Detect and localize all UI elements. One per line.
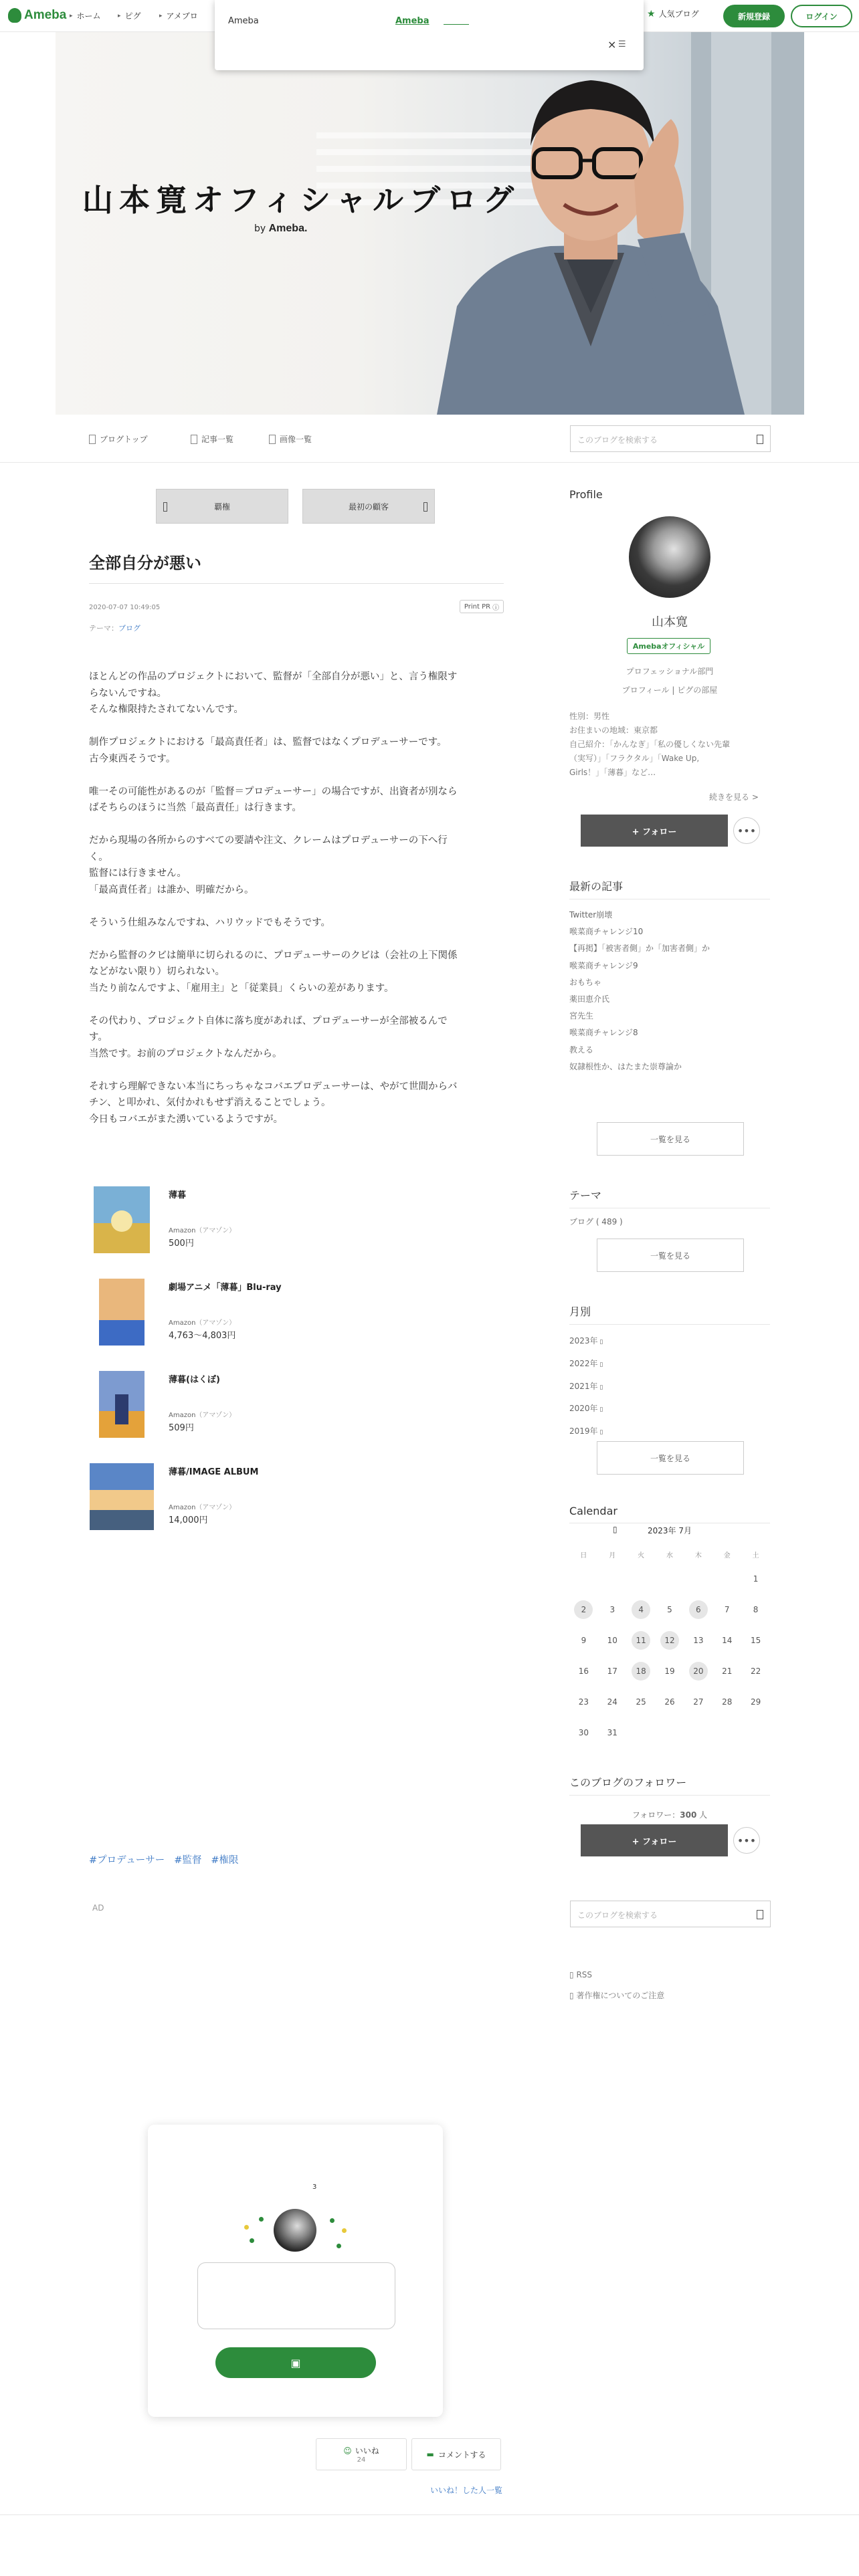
- calendar-cell: [569, 1570, 598, 1588]
- more-options-button-2[interactable]: •••: [733, 1827, 760, 1854]
- article-line: らないんですね。: [89, 687, 167, 699]
- calendar-day: [689, 1570, 708, 1588]
- login-button[interactable]: ログイン: [791, 5, 852, 27]
- calendar-cell: [598, 1631, 627, 1650]
- like-count: 24: [357, 2456, 366, 2464]
- page-icon: [89, 435, 96, 444]
- calendar-cell: [684, 1723, 712, 1742]
- calendar-day: [632, 1723, 650, 1742]
- calendar-day: 7: [724, 1605, 730, 1614]
- popular-blogs-link[interactable]: ★ 人気ブログ: [647, 8, 699, 19]
- recent-item[interactable]: 教える: [569, 1045, 594, 1055]
- blog-by-ameba: by Ameba.: [254, 223, 308, 234]
- article-line: チン、と叩かれ、気付かれもせず消えることでしょう。: [89, 1097, 331, 1108]
- article-line: 唯一その可能性があるのが「監督＝プロデューサー」の場合ですが、出資者が別なら: [89, 786, 458, 797]
- theme-list-more-button[interactable]: 一覧を見る: [597, 1239, 744, 1272]
- gift-icon: ▣: [290, 2356, 301, 2369]
- sidebar-search-input[interactable]: このブログを検索する: [570, 1901, 771, 1927]
- calendar-day: 23: [578, 1697, 589, 1707]
- calendar-day: [574, 1570, 593, 1588]
- sparkle-icon: [342, 2228, 347, 2233]
- menu-icon[interactable]: ☰: [618, 39, 626, 49]
- blog-header-image[interactable]: [56, 32, 804, 415]
- comment-icon: ▬: [426, 2450, 434, 2459]
- calendar-cell: [598, 1693, 627, 1711]
- register-button[interactable]: 新規登録: [723, 5, 785, 27]
- calendar-cell: [741, 1662, 770, 1681]
- calendar-day: 16: [578, 1667, 589, 1676]
- calendar-day: [689, 1723, 708, 1742]
- product-card[interactable]: [94, 1279, 495, 1352]
- calendar-day[interactable]: 4: [632, 1600, 650, 1619]
- product-shop: Amazon（アマゾン）: [169, 1412, 236, 1419]
- rss-link[interactable]: ▯ RSS: [569, 1970, 593, 1979]
- blog-search-input[interactable]: このブログを検索する: [570, 425, 771, 452]
- year-item[interactable]: 2020年 ▯: [569, 1404, 603, 1414]
- calendar-day: 15: [750, 1636, 761, 1645]
- recent-item[interactable]: 【再掲】「被害者側」か「加害者側」か: [569, 944, 710, 954]
- recent-item[interactable]: 薬田恵介氏: [569, 994, 610, 1004]
- profile-link[interactable]: プロフィール: [622, 685, 670, 695]
- article-paragraph: [89, 784, 504, 817]
- calendar-day: [632, 1570, 650, 1588]
- calendar-day: 9: [581, 1636, 587, 1645]
- calendar-weekday: 火: [638, 1551, 645, 1560]
- monthly-heading: 月別: [569, 1303, 770, 1325]
- calendar-day: [603, 1570, 622, 1588]
- calendar-day: 21: [722, 1667, 733, 1676]
- nav-ameblo[interactable]: ▸ アメブロ: [159, 11, 198, 21]
- next-article-button[interactable]: 最初の顧客: [302, 489, 435, 524]
- sparkle-icon: [330, 2218, 335, 2223]
- calendar-heading: Calendar: [569, 1505, 770, 1523]
- image-icon: [269, 435, 276, 444]
- ameba-logo[interactable]: Ameba: [8, 8, 66, 23]
- calendar-cell: [712, 1631, 741, 1650]
- article-line: などがない限り）切られない。: [89, 966, 225, 977]
- calendar-cell: [741, 1600, 770, 1619]
- gift-box-card: [148, 2125, 443, 2417]
- smile-icon: ☺: [343, 2446, 352, 2456]
- product-price: 509円: [169, 1423, 194, 1433]
- popup-underline: [444, 24, 469, 25]
- chevron-down-icon: ▯: [597, 1361, 603, 1368]
- product-name[interactable]: 劇場アニメ「薄暮」Blu-ray: [169, 1283, 282, 1293]
- calendar-month: ▯ 2023年 7月: [613, 1525, 692, 1535]
- ameba-leaf-icon: [8, 8, 21, 23]
- year-item[interactable]: 2021年 ▯: [569, 1381, 603, 1391]
- profile-info: [569, 710, 770, 780]
- calendar-cell: [598, 1662, 627, 1681]
- hashtag-link[interactable]: #権限: [211, 1855, 239, 1866]
- followers-count: フォロワー：300 人: [632, 1810, 708, 1820]
- calendar-day[interactable]: 12: [660, 1631, 679, 1650]
- info-icon: ▯: [569, 1991, 574, 2000]
- more-options-button[interactable]: •••: [733, 817, 760, 844]
- copyright-link[interactable]: ▯ 著作権についてのご注意: [569, 1991, 665, 2000]
- calendar-cell: [684, 1570, 712, 1588]
- popup-title: Ameba: [228, 16, 259, 26]
- product-image[interactable]: [94, 1371, 150, 1438]
- divider: [89, 583, 504, 584]
- product-name[interactable]: 薄暮(はくぼ): [169, 1375, 220, 1385]
- profile-info-line: Girls！」「薄暮」など…: [569, 768, 656, 777]
- calendar-cell: [656, 1600, 684, 1619]
- product-name[interactable]: 薄暮: [169, 1190, 187, 1200]
- article-title: 全部自分が悪い: [89, 554, 201, 572]
- profile-name[interactable]: 山本寛: [652, 615, 688, 629]
- profile-info-line: （実写）」「フラクタル」「Wake Up,: [569, 754, 700, 763]
- chevron-down-icon: ▯: [597, 1339, 603, 1346]
- recent-list-more-button[interactable]: 一覧を見る: [597, 1122, 744, 1156]
- blog-title: 山本寛オフィシャルブログ: [82, 182, 520, 218]
- article-line: そういう仕組みなんですね、ハリウッドでもそうです。: [89, 917, 331, 928]
- article-line: く。: [89, 851, 108, 863]
- product-shop: Amazon（アマゾン）: [169, 1504, 236, 1511]
- calendar-cell: [627, 1600, 656, 1619]
- calendar-day: 5: [667, 1605, 672, 1614]
- nav-home[interactable]: ▸ ホーム: [70, 11, 101, 21]
- product-card[interactable]: [94, 1371, 495, 1444]
- calendar-day: 1: [753, 1574, 759, 1584]
- likes-list-link[interactable]: いいね！した人一覧: [430, 2486, 503, 2495]
- recent-item[interactable]: おもちゃ: [569, 977, 602, 987]
- calendar: [569, 1525, 770, 1752]
- calendar-weekday: 日: [580, 1551, 587, 1560]
- calendar-day: 17: [607, 1667, 617, 1676]
- product-price: 500円: [169, 1239, 194, 1249]
- calendar-day: 22: [750, 1667, 761, 1676]
- article-line: 当たり前なんですよ、「雇用主」と「従業員」くらいの差があります。: [89, 982, 394, 994]
- calendar-day: 14: [722, 1636, 733, 1645]
- product-image[interactable]: [90, 1463, 154, 1530]
- article-paragraph: [89, 948, 504, 997]
- article-line: 制作プロジェクトにおける「最高責任者」は、監督ではなくプロデューサーです。: [89, 737, 447, 748]
- hashtag-link[interactable]: #プロデューサー: [89, 1855, 165, 1866]
- product-price: 4,763〜4,803円: [169, 1331, 236, 1341]
- follow-button[interactable]: + フォロー: [581, 815, 728, 847]
- recent-item[interactable]: 喉菜商チャレンジ10: [569, 927, 644, 937]
- calendar-cell: [598, 1600, 627, 1619]
- product-image[interactable]: [94, 1186, 150, 1253]
- product-card[interactable]: [94, 1463, 495, 1537]
- calendar-day: 29: [750, 1697, 761, 1707]
- article-paragraph: [89, 734, 504, 767]
- theme-heading: テーマ: [569, 1187, 770, 1208]
- calendar-day[interactable]: 11: [632, 1631, 650, 1650]
- comment-button[interactable]: ▬ コメントする: [411, 2438, 501, 2470]
- calendar-cell: [598, 1723, 627, 1742]
- calendar-day: 30: [578, 1728, 589, 1737]
- article-paragraph: [89, 1013, 504, 1063]
- calendar-day[interactable]: 2: [574, 1600, 593, 1619]
- article-line: それすら理解できない本当にちっちゃなコバエプロデューサーは、やがて世間からバ: [89, 1081, 458, 1092]
- follow-button-2[interactable]: + フォロー: [581, 1824, 728, 1856]
- calendar-cell: [656, 1693, 684, 1711]
- product-name[interactable]: 薄暮/IMAGE ALBUM: [169, 1467, 259, 1477]
- calendar-cell: [627, 1631, 656, 1650]
- product-price: 14,000円: [169, 1515, 208, 1525]
- chevron-down-icon: ▯: [597, 1384, 603, 1391]
- product-card[interactable]: [94, 1186, 495, 1260]
- chevron-right-icon: [423, 502, 427, 512]
- recent-item[interactable]: 宮先生: [569, 1011, 594, 1021]
- popup-ameba-link[interactable]: Ameba: [395, 16, 430, 26]
- chevron-down-icon: ▯: [597, 1429, 603, 1436]
- monthly-list-more-button[interactable]: 一覧を見る: [597, 1441, 744, 1475]
- article-line: 当然です。お前のプロジェクトなんだから。: [89, 1048, 282, 1059]
- calendar-day: [718, 1723, 737, 1742]
- article-line: そんな権限持たされてないんです。: [89, 704, 244, 715]
- calendar-cell: [569, 1631, 598, 1650]
- article-theme: テーマ：ブログ: [89, 624, 140, 633]
- article-paragraph: [89, 833, 504, 898]
- message-bubble[interactable]: [197, 2262, 395, 2329]
- profile-links: プロフィール | ピグの部屋: [622, 685, 718, 695]
- crown-icon: ★: [647, 8, 656, 19]
- nav-pigg[interactable]: ▸ ピグ: [118, 11, 141, 21]
- calendar-day: 28: [722, 1697, 733, 1707]
- tab-article-list[interactable]: 記事一覧: [191, 433, 233, 445]
- year-item[interactable]: 2023年 ▯: [569, 1336, 603, 1346]
- calendar-weekday: 水: [666, 1551, 673, 1560]
- calendar-day: [660, 1570, 679, 1588]
- gift-button[interactable]: [215, 2347, 376, 2378]
- calendar-cell: [684, 1662, 712, 1681]
- calendar-cell: [712, 1600, 741, 1619]
- article-line: その代わり、プロジェクト自体に落ち度があれば、プロデューサーが全部被るんで: [89, 1015, 448, 1027]
- calendar-cell: [741, 1631, 770, 1650]
- calendar-day[interactable]: 18: [632, 1662, 650, 1681]
- article-line: だから監督のクビは簡単に切られるのに、プロデューサーのクビは（会社の上下関係: [89, 950, 458, 961]
- ad-label: AD: [92, 1903, 104, 1913]
- calendar-day: 25: [636, 1697, 646, 1707]
- article-line: 今日もコバエがまた湧いているようですが。: [89, 1113, 283, 1125]
- calendar-cell: [684, 1693, 712, 1711]
- calendar-day: 31: [607, 1728, 617, 1737]
- calendar-weekday: 金: [723, 1551, 731, 1560]
- footer-divider: [0, 2514, 859, 2515]
- calendar-cell: [569, 1600, 598, 1619]
- year-item[interactable]: 2019年 ▯: [569, 1426, 603, 1436]
- sparkle-icon: [259, 2217, 264, 2222]
- read-more-link[interactable]: 続きを見る >: [709, 792, 759, 802]
- calendar-cell: [741, 1693, 770, 1711]
- calendar-cell: [627, 1662, 656, 1681]
- article-line: 監督には行きません。: [89, 868, 187, 879]
- search-icon[interactable]: [757, 1910, 763, 1919]
- recent-item[interactable]: 奴隷根性か、はたまた崇尊論か: [569, 1061, 682, 1071]
- pr-badge[interactable]: Print PR ⓘ: [460, 600, 504, 613]
- calendar-cell: [712, 1662, 741, 1681]
- hashtag-link[interactable]: #監督: [174, 1855, 202, 1866]
- ameba-popup: [215, 0, 644, 70]
- product-shop: Amazon（アマゾン）: [169, 1319, 236, 1327]
- calendar-cell: [569, 1662, 598, 1681]
- close-icon[interactable]: ×: [607, 38, 617, 51]
- monthly-list: [569, 1331, 770, 1444]
- article-line: ほとんどの作品のプロジェクトにおいて、監督が「全部自分が悪い」と、言う権限す: [89, 671, 458, 682]
- calendar-day[interactable]: 6: [689, 1600, 708, 1619]
- calendar-day: 19: [664, 1667, 675, 1676]
- prev-article-button[interactable]: 覇権: [156, 489, 288, 524]
- calendar-day[interactable]: 20: [689, 1662, 708, 1681]
- calendar-day: 24: [607, 1697, 617, 1707]
- calendar-day: 10: [607, 1636, 617, 1645]
- calendar-cell: [598, 1570, 627, 1588]
- calendar-cell: [569, 1723, 598, 1742]
- profile-info-line: 性別：男性: [569, 712, 610, 721]
- theme-link[interactable]: ブログ: [118, 624, 140, 633]
- pigg-room-link[interactable]: ピグの部屋: [677, 685, 718, 695]
- profile-avatar[interactable]: [629, 516, 710, 598]
- caret-right-icon: ▸: [70, 12, 73, 19]
- hashtag-list: [89, 1852, 239, 1866]
- calendar-cell: [627, 1570, 656, 1588]
- calendar-grid: [569, 1545, 770, 1748]
- sparkle-icon: [337, 2244, 341, 2248]
- article-line: だから現場の各所からのすべての要請や注文、クレームはプロデューサーの下へ行: [89, 835, 448, 846]
- calendar-cell: [627, 1723, 656, 1742]
- calendar-day: [747, 1723, 765, 1742]
- gift-count: 3: [312, 2183, 317, 2191]
- recent-item[interactable]: Twitter崩壊: [569, 910, 613, 920]
- profile-category: プロフェッショナル部門: [626, 667, 714, 676]
- calendar-weekday: 月: [609, 1551, 616, 1560]
- article-line: 古今東西そうです。: [89, 753, 176, 764]
- recent-heading: 最新の記事: [569, 878, 770, 899]
- calendar-cell: [684, 1600, 712, 1619]
- article-date: 2020-07-07 10:49:05: [89, 604, 161, 611]
- followers-heading: このブログのフォロワー: [569, 1774, 770, 1796]
- recent-item[interactable]: 喉菜商チャレンジ8: [569, 1028, 638, 1038]
- year-item[interactable]: 2022年 ▯: [569, 1358, 603, 1368]
- calendar-cell: [656, 1662, 684, 1681]
- info-icon: ⓘ: [492, 604, 500, 612]
- caret-right-icon: ▸: [159, 12, 163, 19]
- theme-item[interactable]: ブログ ( 489 ): [569, 1217, 623, 1226]
- caret-right-icon: ▸: [118, 12, 121, 19]
- calendar-cell: [569, 1693, 598, 1711]
- chevron-down-icon: ▯: [597, 1406, 603, 1414]
- list-icon: [191, 435, 197, 444]
- calendar-day: 3: [609, 1605, 615, 1614]
- product-image[interactable]: [94, 1279, 150, 1346]
- calendar-day: 13: [693, 1636, 704, 1645]
- article-paragraph: [89, 669, 504, 718]
- calendar-cell: [741, 1723, 770, 1742]
- search-icon[interactable]: [757, 435, 763, 444]
- chevron-left-icon: [163, 502, 167, 512]
- calendar-cell: [741, 1570, 770, 1588]
- tab-blog-top[interactable]: ブログトップ: [89, 433, 148, 445]
- product-shop: Amazon（アマゾン）: [169, 1227, 236, 1235]
- calendar-day: [660, 1723, 679, 1742]
- sparkle-icon: [244, 2225, 249, 2230]
- like-button[interactable]: ☺ いいね 24: [316, 2438, 407, 2470]
- sparkle-icon: [250, 2238, 254, 2243]
- chevron-left-icon[interactable]: ▯: [613, 1525, 617, 1534]
- recent-item[interactable]: 喉菜商チャレンジ9: [569, 960, 638, 970]
- calendar-weekday: 土: [752, 1551, 759, 1560]
- calendar-cell: [712, 1723, 741, 1742]
- profile-info-line: 自己紹介：「かんなぎ」「私の優しくない先輩: [569, 740, 731, 749]
- calendar-day: 27: [693, 1697, 704, 1707]
- calendar-day: [718, 1570, 737, 1588]
- official-badge[interactable]: Amebaオフィシャル: [627, 638, 710, 654]
- profile-heading: Profile: [569, 488, 603, 501]
- calendar-weekday: 木: [694, 1551, 702, 1560]
- calendar-cell: [684, 1631, 712, 1650]
- recent-list: [569, 907, 770, 1075]
- profile-info-line: お住まいの地域：東京都: [569, 726, 658, 735]
- calendar-cell: [656, 1631, 684, 1650]
- calendar-day: 26: [664, 1697, 675, 1707]
- article-line: す。: [89, 1032, 108, 1043]
- article-paragraph: [89, 915, 504, 932]
- calendar-cell: [712, 1693, 741, 1711]
- article-line: 「最高責任者」は誰か、明確だから。: [89, 884, 254, 895]
- article-line: ばそちらのほうに当然「最高責任」は行きます。: [89, 802, 302, 813]
- calendar-cell: [656, 1723, 684, 1742]
- calendar-cell: [712, 1570, 741, 1588]
- calendar-cell: [656, 1570, 684, 1588]
- blogger-avatar: [274, 2209, 316, 2252]
- tab-image-list[interactable]: 画像一覧: [269, 433, 312, 445]
- calendar-day: 8: [753, 1605, 759, 1614]
- article-body: [89, 669, 504, 1144]
- blogger-photo: [397, 32, 804, 415]
- calendar-cell: [627, 1693, 656, 1711]
- article-paragraph: [89, 1079, 504, 1128]
- rss-icon: ▯: [569, 1970, 574, 1979]
